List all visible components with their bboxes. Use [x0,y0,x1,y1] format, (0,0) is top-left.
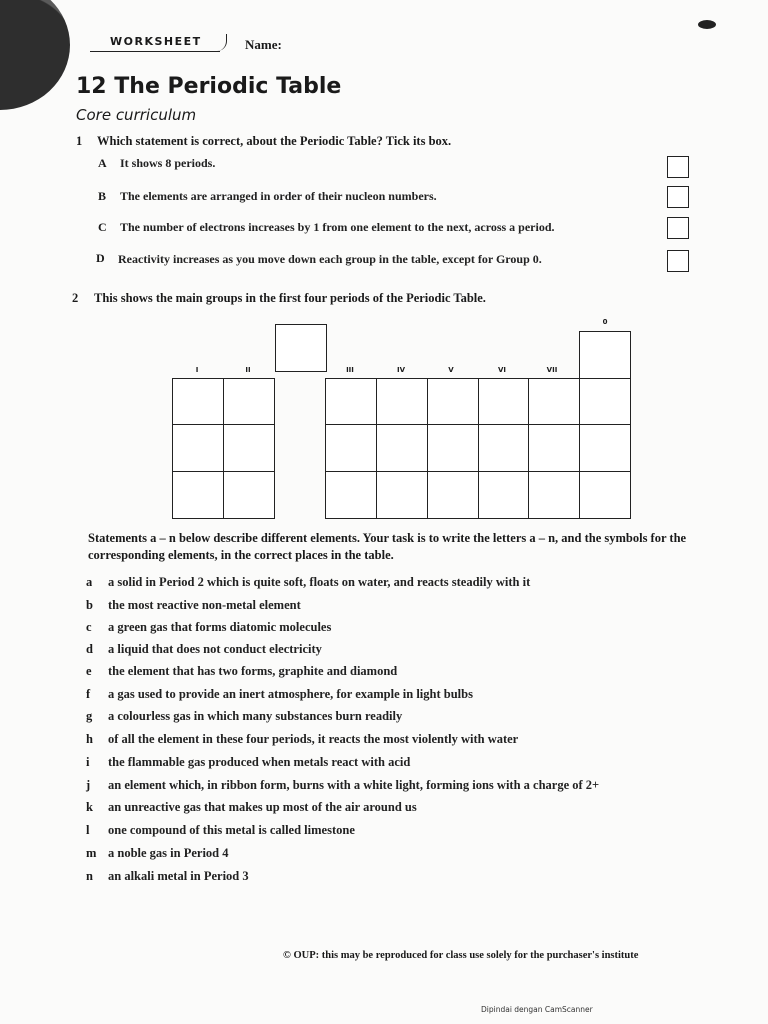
statement-letter: i [86,755,90,769]
question-2-prompt: This shows the main groups in the first four periods of the Periodic Table. [94,291,486,305]
table-cell-period3-group1[interactable] [172,424,224,472]
group-label-II: II [245,366,251,374]
table-cell-period2-group1[interactable] [172,378,224,426]
binder-ring-mark [0,0,70,110]
statement-letter: e [86,664,92,678]
table-cell-period3-group3[interactable] [325,424,377,472]
option-d-letter: D [96,251,105,265]
option-a-text: It shows 8 periods. [120,156,216,170]
page-title: 12 The Periodic Table [76,74,342,99]
statement-letter: k [86,800,93,814]
table-cell-period4-group1[interactable] [172,471,224,519]
statement-text: a solid in Period 2 which is quite soft, floats on water, and reacts steadily with it [108,575,531,589]
copyright-footer: © OUP: this may be reproduced for class use solely for the purchaser's institute [283,950,639,961]
table-cell-period2-group3[interactable] [325,378,377,426]
option-a-tickbox[interactable] [667,156,689,178]
statement-text: a gas used to provide an inert atmosphere, for example in light bulbs [108,687,473,701]
statement-letter: m [86,846,97,860]
statements-instructions: Statements a – n below describe different elements. Your task is to write the letters a – n, and the symbols for the corresponding elements, in the correct places in the table. [88,531,687,562]
option-d-tickbox[interactable] [667,250,689,272]
table-cell-period4-group2[interactable] [223,471,275,519]
statement-text: the flammable gas produced when metals react with acid [108,755,411,769]
statement-letter: a [86,575,93,589]
statement-letter: g [86,709,93,723]
option-b-tickbox[interactable] [667,186,689,208]
page-subtitle: Core curriculum [76,106,197,124]
option-a-letter: A [98,156,107,170]
statement-letter: l [86,823,90,837]
option-c-tickbox[interactable] [667,217,689,239]
statement-letter: n [86,869,93,883]
table-cell-period3-group2[interactable] [223,424,275,472]
table-cell-period4-group3[interactable] [325,471,377,519]
table-cell-period3-group6[interactable] [478,424,530,472]
statement-text: an unreactive gas that makes up most of the air around us [108,800,417,814]
table-cell-period3-group5[interactable] [427,424,479,472]
statement-letter: f [86,687,91,701]
table-cell-period1-hydrogen[interactable] [275,324,327,372]
table-cell-period4-group7[interactable] [528,471,580,519]
group-label-VI: VI [497,366,507,374]
statement-text: the element that has two forms, graphite and diamond [108,664,398,678]
group-label-III: III [346,366,354,374]
table-cell-period2-group5[interactable] [427,378,479,426]
statement-letter: d [86,642,93,656]
option-c-text: The number of electrons increases by 1 from one element to the next, across a period. [120,220,555,234]
table-cell-period4-group5[interactable] [427,471,479,519]
statement-letter: j [86,778,91,792]
statement-text: one compound of this metal is called limestone [108,823,355,837]
statement-text: a colourless gas in which many substances burn readily [108,709,403,723]
statement-letter: b [86,598,93,612]
statement-letter: h [86,732,93,746]
option-d-text: Reactivity increases as you move down each group in the table, except for Group 0. [118,252,542,266]
statement-text: the most reactive non-metal element [108,598,301,612]
statement-text: a liquid that does not conduct electricity [108,642,322,656]
table-cell-period2-group0[interactable] [579,378,631,426]
table-cell-period4-group0[interactable] [579,471,631,519]
statement-letter: c [86,620,92,634]
group-label-I: I [195,366,199,374]
group-label-IV: IV [396,366,406,374]
option-c-letter: C [98,220,107,234]
table-cell-period1-group0[interactable] [579,331,631,379]
group-label-0: 0 [602,318,608,326]
option-b-letter: B [98,189,107,203]
option-b-text: The elements are arranged in order of their nucleon numbers. [120,189,437,203]
scanner-watermark: Dipindai dengan CamScanner [481,1005,593,1014]
table-cell-period3-group7[interactable] [528,424,580,472]
table-cell-period2-group7[interactable] [528,378,580,426]
table-cell-period3-group0[interactable] [579,424,631,472]
table-cell-period2-group4[interactable] [376,378,428,426]
statement-text: an element which, in ribbon form, burns with a white light, forming ions with a charge of 2+ [108,778,600,792]
group-label-VII: VII [546,366,558,374]
question-1-prompt: Which statement is correct, about the Periodic Table? Tick its box. [97,134,452,148]
statement-text: of all the element in these four periods, it reacts the most violently with water [108,732,519,746]
worksheet-rule [90,51,220,52]
table-cell-period3-group4[interactable] [376,424,428,472]
table-cell-period4-group6[interactable] [478,471,530,519]
statement-text: an alkali metal in Period 3 [108,869,249,883]
name-label: Name: [245,37,282,52]
table-cell-period2-group2[interactable] [223,378,275,426]
table-cell-period2-group6[interactable] [478,378,530,426]
ink-blot [698,20,716,29]
statement-text: a green gas that forms diatomic molecules [108,620,332,634]
worksheet-label: WORKSHEET [110,35,202,48]
question-2-number: 2 [72,291,79,305]
worksheet-rule-hook [216,34,227,51]
question-1-number: 1 [76,134,83,148]
statement-text: a noble gas in Period 4 [108,846,229,860]
table-cell-period4-group4[interactable] [376,471,428,519]
group-label-V: V [448,366,454,374]
